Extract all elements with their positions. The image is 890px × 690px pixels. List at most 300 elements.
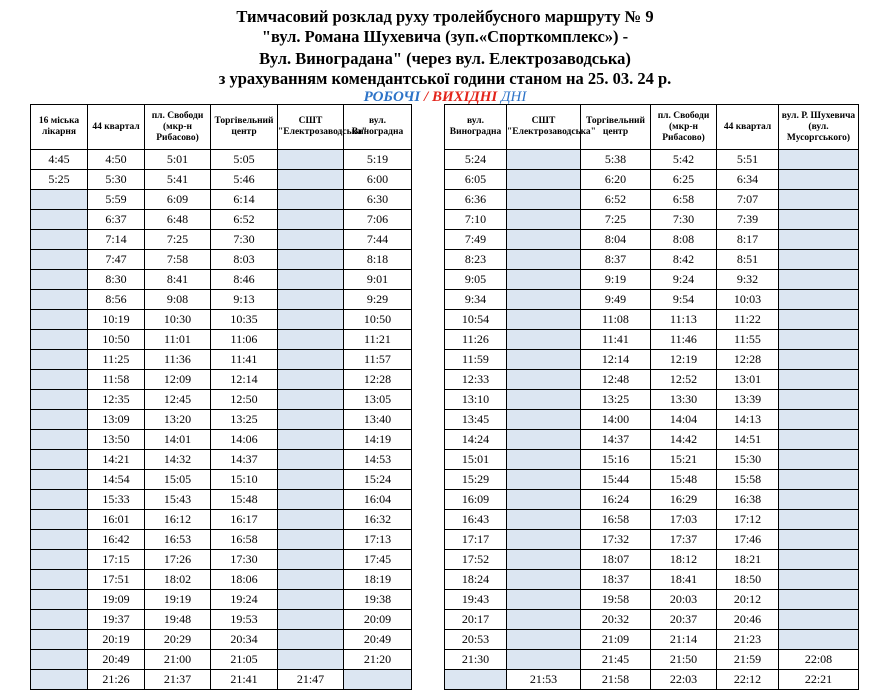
time-cell: 10:50 <box>88 330 145 350</box>
time-cell: 21:00 <box>145 650 211 670</box>
time-cell: 20:49 <box>344 630 412 650</box>
time-cell: 10:19 <box>88 310 145 330</box>
time-cell <box>507 470 581 490</box>
time-cell: 8:46 <box>211 270 278 290</box>
time-cell: 8:08 <box>651 230 717 250</box>
table-row <box>31 350 412 370</box>
separator: / <box>424 89 429 105</box>
table-row <box>445 310 859 330</box>
time-cell: 11:46 <box>651 330 717 350</box>
time-cell <box>278 650 344 670</box>
time-cell: 7:30 <box>211 230 278 250</box>
time-cell: 16:38 <box>717 490 779 510</box>
time-cell <box>31 450 88 470</box>
time-cell <box>278 450 344 470</box>
table-row <box>31 410 412 430</box>
time-cell: 17:37 <box>651 530 717 550</box>
time-cell: 5:24 <box>445 150 507 170</box>
time-cell <box>507 310 581 330</box>
table-row <box>445 630 859 650</box>
time-cell: 11:06 <box>211 330 278 350</box>
time-cell: 8:18 <box>344 250 412 270</box>
schedule-table-return <box>444 104 859 690</box>
time-cell <box>507 490 581 510</box>
time-cell: 16:01 <box>88 510 145 530</box>
time-cell: 14:19 <box>344 430 412 450</box>
time-cell: 14:51 <box>717 430 779 450</box>
time-cell: 16:58 <box>581 510 651 530</box>
time-cell: 9:24 <box>651 270 717 290</box>
time-cell <box>278 630 344 650</box>
table-header-row <box>445 105 859 150</box>
time-cell: 11:13 <box>651 310 717 330</box>
time-cell <box>507 610 581 630</box>
time-cell <box>278 330 344 350</box>
time-cell <box>779 430 859 450</box>
table-row <box>31 550 412 570</box>
time-cell <box>507 570 581 590</box>
table-row <box>445 250 859 270</box>
table-row <box>445 470 859 490</box>
time-cell: 14:53 <box>344 450 412 470</box>
column-header: вул. Р. Шухевича (вул. Мусоргського) <box>779 105 859 150</box>
time-cell <box>779 570 859 590</box>
table-row <box>445 570 859 590</box>
time-cell: 8:03 <box>211 250 278 270</box>
time-cell: 13:45 <box>445 410 507 430</box>
time-cell: 9:32 <box>717 270 779 290</box>
time-cell: 16:58 <box>211 530 278 550</box>
weekends-label: ВИХІДНІ <box>431 89 498 105</box>
time-cell <box>779 210 859 230</box>
time-cell <box>31 410 88 430</box>
time-cell <box>779 590 859 610</box>
time-cell: 21:41 <box>211 670 278 690</box>
time-cell: 19:24 <box>211 590 278 610</box>
time-cell: 12:33 <box>445 370 507 390</box>
time-cell: 14:21 <box>88 450 145 470</box>
time-cell: 18:21 <box>717 550 779 570</box>
time-cell: 5:41 <box>145 170 211 190</box>
time-cell: 5:38 <box>581 150 651 170</box>
time-cell: 14:24 <box>445 430 507 450</box>
time-cell: 12:14 <box>581 350 651 370</box>
time-cell <box>31 370 88 390</box>
time-cell: 6:09 <box>145 190 211 210</box>
time-cell: 12:19 <box>651 350 717 370</box>
time-cell: 6:00 <box>344 170 412 190</box>
time-cell: 13:10 <box>445 390 507 410</box>
time-cell <box>344 670 412 690</box>
table-row <box>31 590 412 610</box>
time-cell <box>779 270 859 290</box>
time-cell: 7:06 <box>344 210 412 230</box>
time-cell: 16:12 <box>145 510 211 530</box>
time-cell <box>278 530 344 550</box>
time-cell: 11:26 <box>445 330 507 350</box>
workdays-label: РОБОЧІ <box>363 89 421 105</box>
time-cell: 19:37 <box>88 610 145 630</box>
time-cell <box>507 430 581 450</box>
time-cell: 15:29 <box>445 470 507 490</box>
time-cell: 14:13 <box>717 410 779 430</box>
time-cell: 17:30 <box>211 550 278 570</box>
time-cell: 21:50 <box>651 650 717 670</box>
time-cell: 15:58 <box>717 470 779 490</box>
time-cell <box>779 310 859 330</box>
time-cell: 9:19 <box>581 270 651 290</box>
time-cell: 10:03 <box>717 290 779 310</box>
time-cell <box>779 470 859 490</box>
table-row <box>31 310 412 330</box>
time-cell: 17:13 <box>344 530 412 550</box>
time-cell: 14:04 <box>651 410 717 430</box>
time-cell: 14:54 <box>88 470 145 490</box>
time-cell: 21:05 <box>211 650 278 670</box>
time-cell: 13:20 <box>145 410 211 430</box>
time-cell: 6:34 <box>717 170 779 190</box>
time-cell: 8:42 <box>651 250 717 270</box>
time-cell: 20:49 <box>88 650 145 670</box>
time-cell: 14:42 <box>651 430 717 450</box>
time-cell <box>278 170 344 190</box>
time-cell: 5:19 <box>344 150 412 170</box>
time-cell: 18:37 <box>581 570 651 590</box>
table-row <box>445 230 859 250</box>
time-cell: 15:33 <box>88 490 145 510</box>
time-cell: 13:09 <box>88 410 145 430</box>
time-cell <box>278 390 344 410</box>
time-cell: 21:20 <box>344 650 412 670</box>
column-header: вул. Виноградна <box>445 105 507 150</box>
table-row <box>31 230 412 250</box>
time-cell: 11:41 <box>211 350 278 370</box>
time-cell: 19:48 <box>145 610 211 630</box>
time-cell: 16:04 <box>344 490 412 510</box>
time-cell: 10:54 <box>445 310 507 330</box>
time-cell <box>779 490 859 510</box>
time-cell: 11:55 <box>717 330 779 350</box>
time-cell: 20:09 <box>344 610 412 630</box>
time-cell: 9:05 <box>445 270 507 290</box>
time-cell: 15:44 <box>581 470 651 490</box>
time-cell: 6:20 <box>581 170 651 190</box>
table-row <box>445 170 859 190</box>
time-cell: 9:54 <box>651 290 717 310</box>
time-cell: 14:32 <box>145 450 211 470</box>
time-cell <box>779 370 859 390</box>
time-cell: 7:07 <box>717 190 779 210</box>
time-cell: 17:17 <box>445 530 507 550</box>
table-row <box>445 410 859 430</box>
time-cell <box>31 550 88 570</box>
time-cell: 16:42 <box>88 530 145 550</box>
time-cell <box>507 550 581 570</box>
table-row <box>31 530 412 550</box>
time-cell <box>779 390 859 410</box>
time-cell: 9:08 <box>145 290 211 310</box>
time-cell: 19:58 <box>581 590 651 610</box>
table-row <box>31 270 412 290</box>
time-cell: 21:26 <box>88 670 145 690</box>
time-cell: 15:10 <box>211 470 278 490</box>
time-cell: 20:32 <box>581 610 651 630</box>
time-cell: 21:58 <box>581 670 651 690</box>
time-cell <box>779 250 859 270</box>
time-cell <box>278 470 344 490</box>
time-cell <box>779 410 859 430</box>
table-row <box>31 650 412 670</box>
time-cell: 17:51 <box>88 570 145 590</box>
time-cell: 8:23 <box>445 250 507 270</box>
time-cell: 4:50 <box>88 150 145 170</box>
time-cell: 18:50 <box>717 570 779 590</box>
table-row <box>31 670 412 690</box>
time-cell: 18:02 <box>145 570 211 590</box>
table-header-row <box>31 105 412 150</box>
table-row <box>31 630 412 650</box>
time-cell: 10:30 <box>145 310 211 330</box>
time-cell <box>507 590 581 610</box>
time-cell: 11:57 <box>344 350 412 370</box>
time-cell <box>779 610 859 630</box>
table-row <box>445 610 859 630</box>
table-row <box>445 270 859 290</box>
table-row <box>31 510 412 530</box>
time-cell <box>278 430 344 450</box>
time-cell <box>31 390 88 410</box>
time-cell: 12:52 <box>651 370 717 390</box>
time-cell: 11:58 <box>88 370 145 390</box>
table-row <box>445 190 859 210</box>
time-cell: 14:06 <box>211 430 278 450</box>
time-cell <box>278 290 344 310</box>
time-cell <box>31 330 88 350</box>
time-cell <box>31 510 88 530</box>
time-cell: 11:01 <box>145 330 211 350</box>
time-cell <box>31 610 88 630</box>
time-cell: 18:06 <box>211 570 278 590</box>
time-cell: 21:30 <box>445 650 507 670</box>
table-row <box>445 650 859 670</box>
time-cell: 20:53 <box>445 630 507 650</box>
table-row <box>445 590 859 610</box>
time-cell <box>278 490 344 510</box>
time-cell: 21:59 <box>717 650 779 670</box>
table-row <box>31 490 412 510</box>
time-cell <box>507 390 581 410</box>
time-cell <box>278 610 344 630</box>
time-cell <box>779 530 859 550</box>
time-cell: 15:48 <box>211 490 278 510</box>
time-cell: 11:41 <box>581 330 651 350</box>
time-cell: 6:36 <box>445 190 507 210</box>
time-cell <box>779 330 859 350</box>
time-cell: 20:46 <box>717 610 779 630</box>
time-cell: 15:24 <box>344 470 412 490</box>
table-row <box>445 210 859 230</box>
time-cell: 13:30 <box>651 390 717 410</box>
time-cell: 6:37 <box>88 210 145 230</box>
time-cell <box>31 190 88 210</box>
table-row <box>31 290 412 310</box>
time-cell: 21:47 <box>278 670 344 690</box>
days-label: ДНІ <box>500 89 527 105</box>
time-cell: 19:38 <box>344 590 412 610</box>
time-cell: 20:29 <box>145 630 211 650</box>
time-cell <box>507 330 581 350</box>
time-cell: 6:25 <box>651 170 717 190</box>
schedule-title-line-4: з урахуванням комендантської години станом на 25. 03. 24 р. <box>218 69 672 88</box>
time-cell: 11:59 <box>445 350 507 370</box>
time-cell <box>507 370 581 390</box>
time-cell: 18:41 <box>651 570 717 590</box>
time-cell: 11:08 <box>581 310 651 330</box>
time-cell <box>31 310 88 330</box>
time-cell <box>779 190 859 210</box>
time-cell: 17:46 <box>717 530 779 550</box>
time-cell: 19:43 <box>445 590 507 610</box>
time-cell <box>278 570 344 590</box>
time-cell <box>779 450 859 470</box>
time-cell <box>31 250 88 270</box>
time-cell: 20:19 <box>88 630 145 650</box>
time-cell: 11:36 <box>145 350 211 370</box>
time-cell: 9:13 <box>211 290 278 310</box>
time-cell: 7:14 <box>88 230 145 250</box>
table-row <box>445 350 859 370</box>
time-cell: 22:12 <box>717 670 779 690</box>
time-cell <box>507 230 581 250</box>
time-cell: 10:35 <box>211 310 278 330</box>
time-cell: 7:39 <box>717 210 779 230</box>
time-cell: 15:48 <box>651 470 717 490</box>
time-cell: 18:19 <box>344 570 412 590</box>
time-cell: 5:30 <box>88 170 145 190</box>
time-cell: 5:51 <box>717 150 779 170</box>
time-cell: 14:37 <box>581 430 651 450</box>
time-cell: 16:17 <box>211 510 278 530</box>
time-cell: 8:30 <box>88 270 145 290</box>
time-cell <box>31 210 88 230</box>
time-cell: 15:01 <box>445 450 507 470</box>
time-cell: 6:30 <box>344 190 412 210</box>
time-cell: 13:05 <box>344 390 412 410</box>
time-cell: 20:03 <box>651 590 717 610</box>
time-cell: 9:34 <box>445 290 507 310</box>
time-cell: 5:42 <box>651 150 717 170</box>
time-cell: 16:09 <box>445 490 507 510</box>
table-row <box>31 470 412 490</box>
time-cell <box>507 510 581 530</box>
table-row <box>445 390 859 410</box>
time-cell: 12:50 <box>211 390 278 410</box>
time-cell <box>278 190 344 210</box>
time-cell: 20:34 <box>211 630 278 650</box>
time-cell <box>445 670 507 690</box>
column-header: 16 міська лікарня <box>31 105 88 150</box>
time-cell <box>31 470 88 490</box>
time-cell <box>31 290 88 310</box>
time-cell: 5:25 <box>31 170 88 190</box>
time-cell: 22:21 <box>779 670 859 690</box>
time-cell: 15:43 <box>145 490 211 510</box>
time-cell: 17:15 <box>88 550 145 570</box>
time-cell <box>507 290 581 310</box>
table-row <box>31 450 412 470</box>
time-cell <box>31 670 88 690</box>
time-cell <box>31 350 88 370</box>
table-row <box>31 170 412 190</box>
time-cell: 16:43 <box>445 510 507 530</box>
table-row <box>445 450 859 470</box>
time-cell: 18:12 <box>651 550 717 570</box>
time-cell: 13:39 <box>717 390 779 410</box>
time-cell: 20:17 <box>445 610 507 630</box>
time-cell <box>779 170 859 190</box>
table-row <box>445 370 859 390</box>
time-cell <box>278 550 344 570</box>
time-cell: 12:45 <box>145 390 211 410</box>
time-cell <box>779 290 859 310</box>
column-header: вул. Виноградна <box>344 105 412 150</box>
time-cell: 5:01 <box>145 150 211 170</box>
time-cell: 5:46 <box>211 170 278 190</box>
time-cell <box>507 190 581 210</box>
time-cell: 17:52 <box>445 550 507 570</box>
time-cell: 19:19 <box>145 590 211 610</box>
time-cell: 16:29 <box>651 490 717 510</box>
time-cell: 21:14 <box>651 630 717 650</box>
time-cell <box>31 590 88 610</box>
time-cell: 6:52 <box>581 190 651 210</box>
time-cell <box>779 510 859 530</box>
time-cell <box>507 530 581 550</box>
time-cell: 8:41 <box>145 270 211 290</box>
time-cell: 20:12 <box>717 590 779 610</box>
time-cell <box>507 210 581 230</box>
time-cell <box>507 250 581 270</box>
time-cell: 12:35 <box>88 390 145 410</box>
time-cell: 21:37 <box>145 670 211 690</box>
table-row <box>445 550 859 570</box>
time-cell: 6:52 <box>211 210 278 230</box>
column-header: Торгівельний центр <box>211 105 278 150</box>
table-row <box>445 530 859 550</box>
time-cell <box>278 230 344 250</box>
time-cell: 8:04 <box>581 230 651 250</box>
table-row <box>31 190 412 210</box>
time-cell: 12:28 <box>717 350 779 370</box>
time-cell: 17:45 <box>344 550 412 570</box>
time-cell <box>31 570 88 590</box>
time-cell <box>507 150 581 170</box>
time-cell: 13:25 <box>581 390 651 410</box>
time-cell: 21:23 <box>717 630 779 650</box>
time-cell: 5:59 <box>88 190 145 210</box>
time-cell: 14:37 <box>211 450 278 470</box>
time-cell: 14:00 <box>581 410 651 430</box>
time-cell <box>278 510 344 530</box>
time-cell: 7:25 <box>581 210 651 230</box>
time-cell <box>779 230 859 250</box>
time-cell <box>278 210 344 230</box>
table-row <box>31 150 412 170</box>
time-cell <box>31 430 88 450</box>
time-cell: 16:24 <box>581 490 651 510</box>
time-cell: 11:21 <box>344 330 412 350</box>
time-cell: 12:28 <box>344 370 412 390</box>
